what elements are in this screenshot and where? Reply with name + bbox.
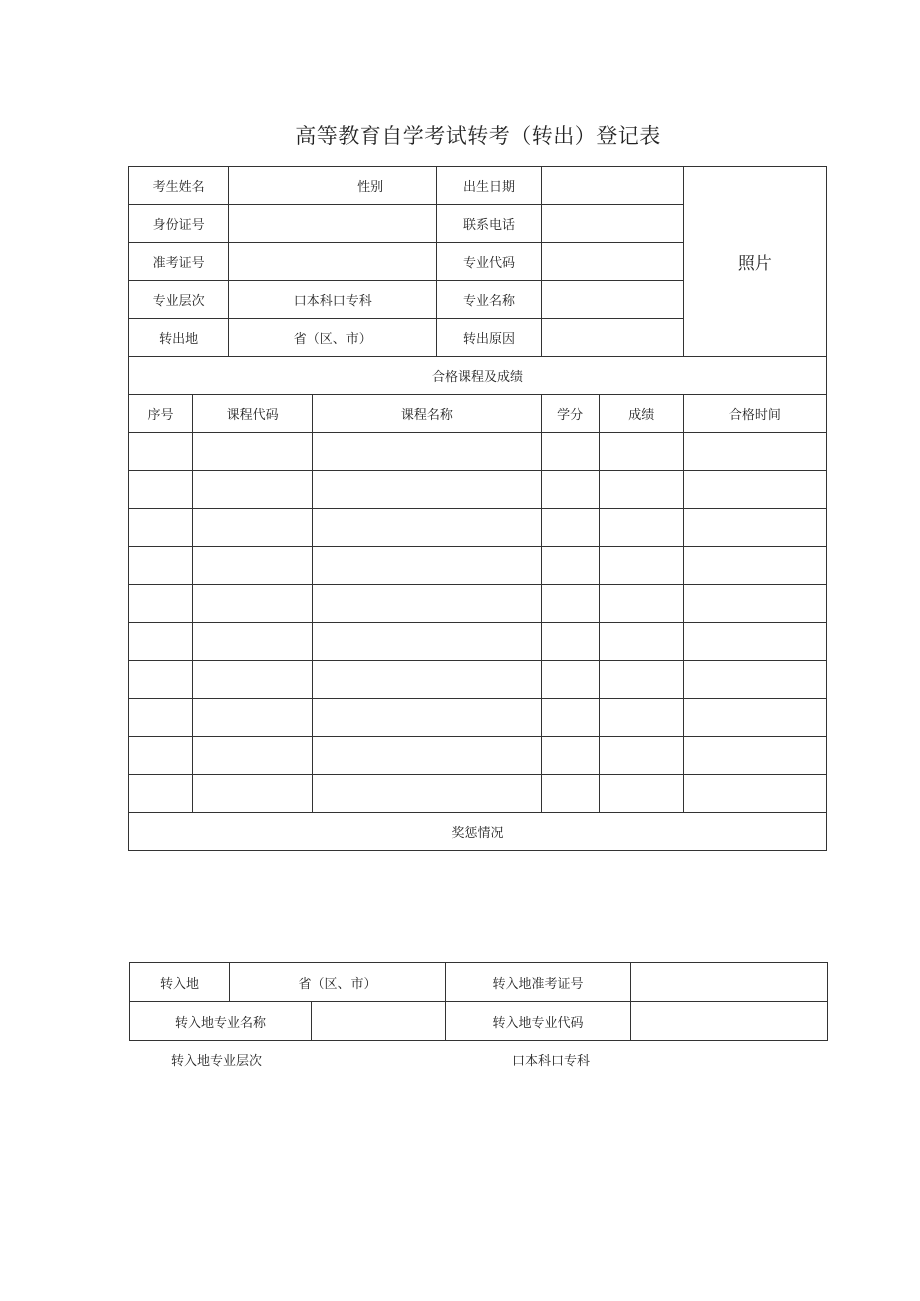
major-code-label: 专业代码 <box>437 243 541 281</box>
course-row <box>129 547 827 585</box>
course-score-cell[interactable] <box>599 737 683 775</box>
course-score-cell[interactable] <box>599 547 683 585</box>
course-score-cell[interactable] <box>599 623 683 661</box>
course-score-cell[interactable] <box>599 699 683 737</box>
course-score-cell[interactable] <box>599 509 683 547</box>
course-credit-cell[interactable] <box>541 661 599 699</box>
birth-label: 出生日期 <box>437 167 541 205</box>
course-name-cell[interactable] <box>313 433 541 471</box>
course-row <box>129 509 827 547</box>
level-options[interactable]: 口本科口专科 <box>229 281 437 319</box>
gender-label: 性别 <box>229 167 437 205</box>
awards-row <box>129 813 827 851</box>
level-label: 专业层次 <box>129 281 229 319</box>
course-pass-time-cell[interactable] <box>683 585 826 623</box>
courses-section-title: 合格课程及成绩 <box>129 357 827 395</box>
course-code-cell[interactable] <box>193 737 313 775</box>
phone-value[interactable] <box>541 205 683 243</box>
col-header-code: 课程代码 <box>193 395 313 433</box>
name-label: 考生姓名 <box>129 167 229 205</box>
course-seq-cell[interactable] <box>129 661 193 699</box>
course-row <box>129 661 827 699</box>
course-code-cell[interactable] <box>193 509 313 547</box>
origin-province[interactable]: 省（区、市） <box>229 319 437 357</box>
dest-major-code-value[interactable] <box>631 1002 828 1041</box>
form-title: 高等教育自学考试转考（转出）登记表 <box>295 124 661 148</box>
course-row <box>129 737 827 775</box>
dest-major-name-label: 转入地专业名称 <box>130 1002 312 1041</box>
course-credit-cell[interactable] <box>541 585 599 623</box>
course-code-cell[interactable] <box>193 433 313 471</box>
courses-section-row <box>129 357 827 395</box>
course-seq-cell[interactable] <box>129 775 193 813</box>
dest-label: 转入地 <box>130 963 230 1002</box>
col-header-score: 成绩 <box>599 395 683 433</box>
major-code-value[interactable] <box>541 243 683 281</box>
photo-box[interactable]: 照片 <box>683 167 826 357</box>
course-seq-cell[interactable] <box>129 547 193 585</box>
course-credit-cell[interactable] <box>541 623 599 661</box>
course-credit-cell[interactable] <box>541 471 599 509</box>
course-score-cell[interactable] <box>599 471 683 509</box>
course-seq-cell[interactable] <box>129 433 193 471</box>
course-name-cell[interactable] <box>313 471 541 509</box>
course-pass-time-cell[interactable] <box>683 661 826 699</box>
course-pass-time-cell[interactable] <box>683 471 826 509</box>
course-seq-cell[interactable] <box>129 471 193 509</box>
course-name-cell[interactable] <box>313 623 541 661</box>
col-header-seq: 序号 <box>129 395 193 433</box>
phone-label: 联系电话 <box>437 205 541 243</box>
transfer-major-row <box>130 1002 828 1041</box>
course-seq-cell[interactable] <box>129 623 193 661</box>
course-seq-cell[interactable] <box>129 585 193 623</box>
course-credit-cell[interactable] <box>541 547 599 585</box>
course-score-cell[interactable] <box>599 433 683 471</box>
dest-level-options[interactable]: 口本科口专科 <box>512 1054 591 1069</box>
origin-label: 转出地 <box>129 319 229 357</box>
course-name-cell[interactable] <box>313 699 541 737</box>
course-seq-cell[interactable] <box>129 737 193 775</box>
course-code-cell[interactable] <box>193 775 313 813</box>
transfer-out-form-table <box>128 166 827 851</box>
course-code-cell[interactable] <box>193 623 313 661</box>
dest-exam-id-label: 转入地准考证号 <box>446 963 631 1002</box>
course-name-cell[interactable] <box>313 547 541 585</box>
transfer-dest-row <box>130 963 828 1002</box>
dest-major-name-value[interactable] <box>312 1002 446 1041</box>
col-header-name: 课程名称 <box>313 395 541 433</box>
course-pass-time-cell[interactable] <box>683 509 826 547</box>
course-pass-time-cell[interactable] <box>683 433 826 471</box>
col-header-credit: 学分 <box>541 395 599 433</box>
course-code-cell[interactable] <box>193 699 313 737</box>
name-row <box>129 167 827 205</box>
course-row <box>129 775 827 813</box>
course-seq-cell[interactable] <box>129 509 193 547</box>
course-row <box>129 623 827 661</box>
course-pass-time-cell[interactable] <box>683 547 826 585</box>
course-row <box>129 433 827 471</box>
dest-level-label: 转入地专业层次 <box>171 1054 263 1069</box>
course-row <box>129 585 827 623</box>
id-value[interactable] <box>229 205 437 243</box>
course-name-cell[interactable] <box>313 737 541 775</box>
reason-value[interactable] <box>541 319 683 357</box>
exam-id-value[interactable] <box>229 243 437 281</box>
col-header-pass-time: 合格时间 <box>683 395 826 433</box>
reason-label: 转出原因 <box>437 319 541 357</box>
dest-exam-id-value[interactable] <box>631 963 828 1002</box>
course-code-cell[interactable] <box>193 547 313 585</box>
course-row <box>129 699 827 737</box>
major-name-label: 专业名称 <box>437 281 541 319</box>
course-score-cell[interactable] <box>599 775 683 813</box>
birth-value[interactable] <box>541 167 683 205</box>
courses-header-row <box>129 395 827 433</box>
course-code-cell[interactable] <box>193 661 313 699</box>
dest-province[interactable]: 省（区、市） <box>230 963 446 1002</box>
course-score-cell[interactable] <box>599 585 683 623</box>
course-credit-cell[interactable] <box>541 699 599 737</box>
exam-id-label: 准考证号 <box>129 243 229 281</box>
dest-major-code-label: 转入地专业代码 <box>446 1002 631 1041</box>
transfer-in-table <box>129 962 828 1041</box>
awards-label: 奖惩情况 <box>129 813 827 851</box>
course-seq-cell[interactable] <box>129 699 193 737</box>
course-score-cell[interactable] <box>599 661 683 699</box>
course-code-cell[interactable] <box>193 585 313 623</box>
course-row <box>129 471 827 509</box>
course-pass-time-cell[interactable] <box>683 699 826 737</box>
course-name-cell[interactable] <box>313 661 541 699</box>
course-code-cell[interactable] <box>193 471 313 509</box>
course-credit-cell[interactable] <box>541 433 599 471</box>
id-label: 身份证号 <box>129 205 229 243</box>
course-pass-time-cell[interactable] <box>683 737 826 775</box>
course-name-cell[interactable] <box>313 509 541 547</box>
course-name-cell[interactable] <box>313 775 541 813</box>
course-name-cell[interactable] <box>313 585 541 623</box>
course-pass-time-cell[interactable] <box>683 623 826 661</box>
course-credit-cell[interactable] <box>541 737 599 775</box>
course-credit-cell[interactable] <box>541 509 599 547</box>
major-name-value[interactable] <box>541 281 683 319</box>
course-pass-time-cell[interactable] <box>683 775 826 813</box>
course-credit-cell[interactable] <box>541 775 599 813</box>
